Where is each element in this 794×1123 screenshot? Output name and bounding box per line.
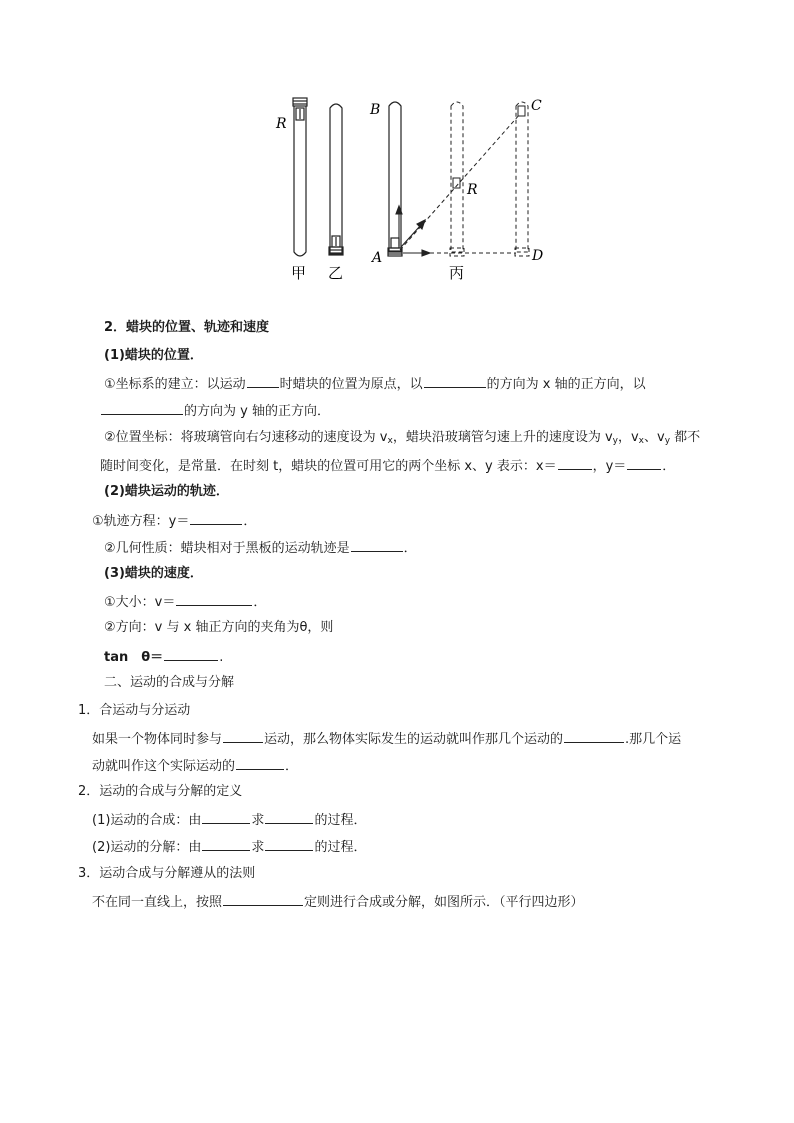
- label-bing: 丙: [449, 264, 465, 282]
- section-title-2: 2．蜡块的位置、轨迹和速度: [104, 320, 270, 335]
- subscript: y: [664, 436, 671, 446]
- text-segment: 求: [251, 813, 265, 828]
- blank-15[interactable]: [202, 836, 250, 851]
- text-segment: ②几何性质：蜡块相对于黑板的运动轨迹是: [104, 541, 350, 556]
- decomposition-definition-line: [92, 836, 366, 858]
- label-yi: 乙: [328, 264, 344, 282]
- blank-4[interactable]: [558, 455, 592, 470]
- composition-definition-line: [92, 809, 366, 831]
- glass-tube-figure: [270, 92, 560, 287]
- text-segment: .那几个运: [625, 732, 682, 747]
- text-segment: 如果一个物体同时参与: [92, 732, 223, 747]
- subscript: y: [612, 436, 618, 446]
- text-segment: ，v: [617, 430, 639, 445]
- label-b: B: [370, 102, 381, 118]
- text-segment: 、v: [644, 430, 665, 445]
- blank-7[interactable]: [351, 537, 403, 552]
- text-segment: 运动，那么物体实际发生的运动就叫作那几个运动的: [264, 732, 564, 747]
- text-segment: 的过程．: [314, 840, 367, 855]
- blank-3[interactable]: [101, 400, 183, 415]
- blank-12[interactable]: [236, 755, 284, 770]
- blank-10[interactable]: [223, 728, 263, 743]
- geometric-property-line: [104, 537, 417, 559]
- text-segment: ．: [285, 759, 299, 774]
- blank-8[interactable]: [176, 591, 252, 606]
- blank-2[interactable]: [424, 373, 486, 388]
- section-title-composition: 二、运动的合成与分解: [104, 675, 235, 690]
- subsection-trajectory: (2)蜡块运动的轨迹．: [104, 484, 229, 499]
- text-segment: 的方向为 y 轴的正方向．: [184, 404, 330, 419]
- blank-13[interactable]: [202, 809, 250, 824]
- tube-bing-dashed-right: [515, 102, 529, 256]
- subscript: x: [387, 436, 393, 446]
- text-segment: 随时间变化，是常量．在时刻 t，蜡块的位置可用它的两个坐标 x、y 表示：x＝: [100, 459, 557, 474]
- text-segment: ．: [253, 595, 267, 610]
- text-segment: 求: [251, 840, 265, 855]
- item-1-title: 1．合运动与分运动: [78, 703, 191, 718]
- position-coordinate-line-2: [100, 455, 675, 477]
- blank-16[interactable]: [265, 836, 313, 851]
- combined-motion-line-2: [92, 755, 298, 777]
- text-segment: ①坐标系的建立：以运动: [104, 377, 246, 392]
- tube-bing-dashed-middle: [450, 102, 464, 256]
- coordinate-system-line-2: [100, 400, 330, 422]
- blank-9[interactable]: [164, 646, 218, 661]
- blank-11[interactable]: [564, 728, 624, 743]
- subscript: x: [638, 436, 644, 446]
- text-segment: 时蜡块的位置为原点，以: [279, 377, 423, 392]
- text-segment: 的过程．: [314, 813, 367, 828]
- position-coordinate-line: [104, 428, 700, 451]
- label-c: C: [531, 98, 542, 114]
- text-segment: ．: [243, 514, 257, 529]
- velocity-direction-line: ②方向：v 与 x 轴正方向的夹角为θ，则: [104, 620, 334, 635]
- text-segment: tan θ＝: [104, 650, 164, 665]
- label-r-left: R: [276, 116, 287, 132]
- text-segment: ，y＝: [592, 459, 627, 474]
- parallelogram-rule-line: [92, 891, 584, 913]
- label-d: D: [532, 248, 544, 264]
- text-segment: 动就叫作这个实际运动的: [92, 759, 236, 774]
- text-segment: 不在同一直线上，按照: [92, 895, 223, 910]
- blank-1[interactable]: [247, 373, 279, 388]
- text-segment: (1)运动的合成：由: [92, 813, 202, 828]
- label-jia: 甲: [291, 264, 307, 282]
- subsection-velocity: (3)蜡块的速度．: [104, 566, 203, 581]
- combined-motion-line: [92, 728, 681, 750]
- tan-theta-line: [104, 646, 223, 668]
- text-segment: 定则进行合成或分解，如图所示．（平行四边形）: [304, 895, 584, 910]
- tube-yi: [329, 104, 343, 255]
- text-segment: 的方向为 x 轴的正方向，以: [486, 377, 646, 392]
- velocity-magnitude-line: [104, 591, 266, 613]
- item-2-title: 2．运动的合成与分解的定义: [78, 784, 243, 799]
- item-3-title: 3．运动合成与分解遵从的法则: [78, 866, 256, 881]
- text-segment: ②位置坐标：将玻璃管向右匀速移动的速度设为 v: [104, 430, 388, 445]
- tube-jia: [293, 98, 307, 256]
- text-segment: .: [219, 650, 224, 665]
- blank-6[interactable]: [190, 510, 242, 525]
- blank-5[interactable]: [627, 455, 661, 470]
- text-segment: ．: [662, 459, 676, 474]
- blank-17[interactable]: [223, 891, 303, 906]
- tube-bing-solid: [388, 102, 402, 256]
- text-segment: ①轨迹方程：y＝: [92, 514, 190, 529]
- blank-14[interactable]: [265, 809, 313, 824]
- trajectory-equation-line: [92, 510, 256, 532]
- text-segment: ①大小：v＝: [104, 595, 176, 610]
- text-segment: ．: [403, 541, 417, 556]
- label-a: A: [372, 250, 383, 266]
- text-segment: ，蜡块沿玻璃管匀速上升的速度设为 v: [392, 430, 613, 445]
- text-segment: 都不: [670, 430, 701, 445]
- coordinate-system-line: [104, 373, 646, 395]
- subsection-position: (1)蜡块的位置．: [104, 348, 203, 363]
- label-r-right: R: [467, 182, 478, 198]
- text-segment: (2)运动的分解：由: [92, 840, 202, 855]
